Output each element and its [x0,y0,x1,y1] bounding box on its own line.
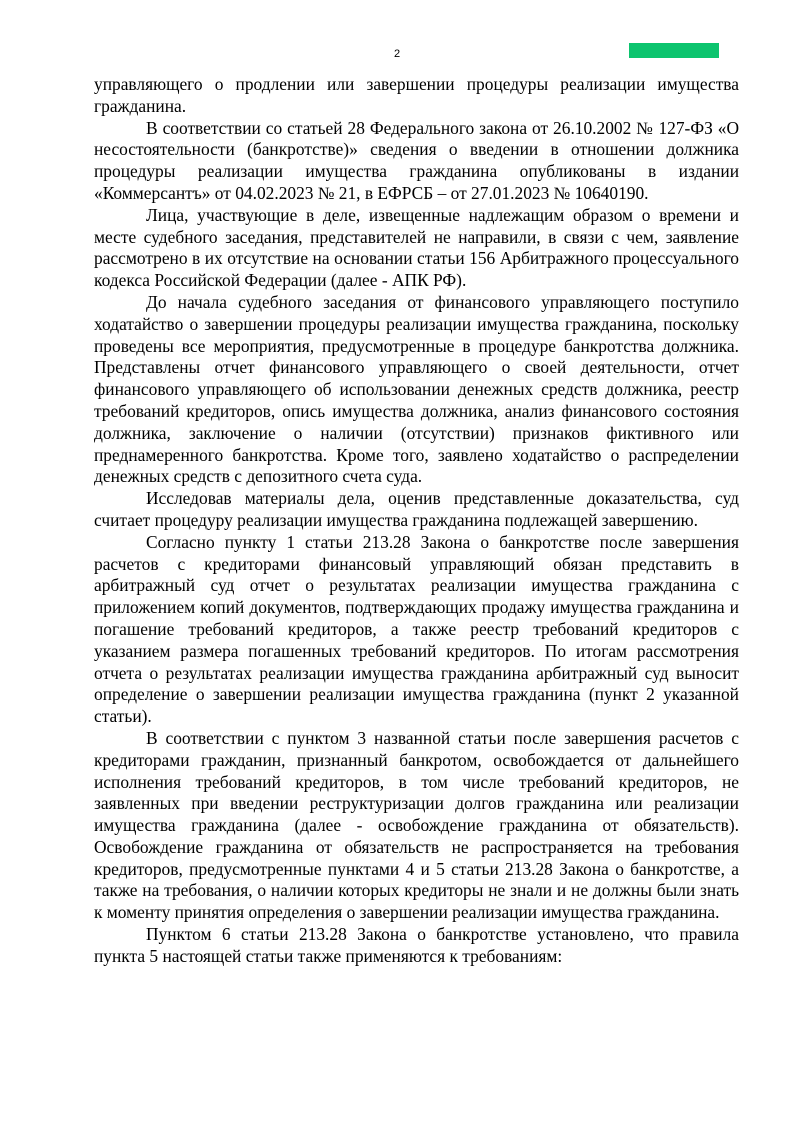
paragraph-continuation: управляющего о продлении или завершении процедуры реализации имущества гражданина. [94,74,739,116]
green-stamp-mark [629,43,719,58]
paragraph-court-finding: Исследовав материалы дела, оценив представленные доказательства, суд считает процедуру реализации имущества гражданина подлежащей завершению. [94,488,739,530]
page-number: 2 [393,48,401,60]
paragraph-participants: Лица, участвующие в деле, извещенные надлежащим образом о времени и месте судебного заседания, представителей не направили, в связи с чем, заявление рассмотрено в их отсутствие на основании статьи 156 Арбитражного процессуального кодекса Российской Федерации (далее - АПК РФ). [94,204,739,291]
paragraph-publication: В соответствии со статьей 28 Федерального закона от 26.10.2002 № 127-ФЗ «О несостоятельности (банкротстве)» сведения о введении в отношении должника процедуры реализации имущества гражданина опубликованы в издании «Коммерсантъ» от 04.02.2023 № 21, в ЕФРСБ – от 27.01.2023 № 10640190. [94,117,739,203]
document-body [94,74,739,968]
paragraph-article-213-28-p1: Согласно пункту 1 статьи 213.28 Закона о банкротстве после завершения расчетов с кредиторами финансовый управляющий обязан представить в арбитражный суд отчет о результатах реализации имущества гражданина с приложением копий документов, подтверждающих продажу имущества гражданина и погашение требований кредиторов, а также реестр требований кредиторов с указанием размера погашенных требований кредиторов. По итогам рассмотрения отчета о результатах реализации имущества гражданина арбитражный суд выносит определение о завершении реализации имущества гражданина (пункт 2 указанной статьи). [94,531,739,727]
paragraph-article-213-28-p3: В соответствии с пунктом 3 названной статьи после завершения расчетов с кредиторами гражданин, признанный банкротом, освобождается от дальнейшего исполнения требований кредиторов, в том числе требований кредиторов, не заявленных при введении реструктуризации долгов гражданина или реализации имущества гражданина (далее - освобождение гражданина от обязательств). Освобождение гражданина от обязательств не распространяется на требования кредиторов, предусмотренные пунктами 4 и 5 статьи 213.28 Закона о банкротстве, а также на требования, о наличии которых кредиторы не знали и не должны были знать к моменту принятия определения о завершении реализации имущества гражданина. [94,727,739,923]
paragraph-motion: До начала судебного заседания от финансового управляющего поступило ходатайство о завершении процедуры реализации имущества гражданина, поскольку проведены все мероприятия, предусмотренные в процедуре банкротства должника. Представлены отчет финансового управляющего о своей деятельности, отчет финансового управляющего об использовании денежных средств должника, реестр требований кредиторов, опись имущества должника, анализ финансового состояния должника, заключение о наличии (отсутствии) признаков фиктивного или преднамеренного банкротства. Кроме того, заявлено ходатайство о распределении денежных средств с депозитного счета суда. [94,291,739,487]
paragraph-article-213-28-p6: Пунктом 6 статьи 213.28 Закона о банкротстве установлено, что правила пункта 5 настоящей статьи также применяются к требованиям: [94,924,739,966]
